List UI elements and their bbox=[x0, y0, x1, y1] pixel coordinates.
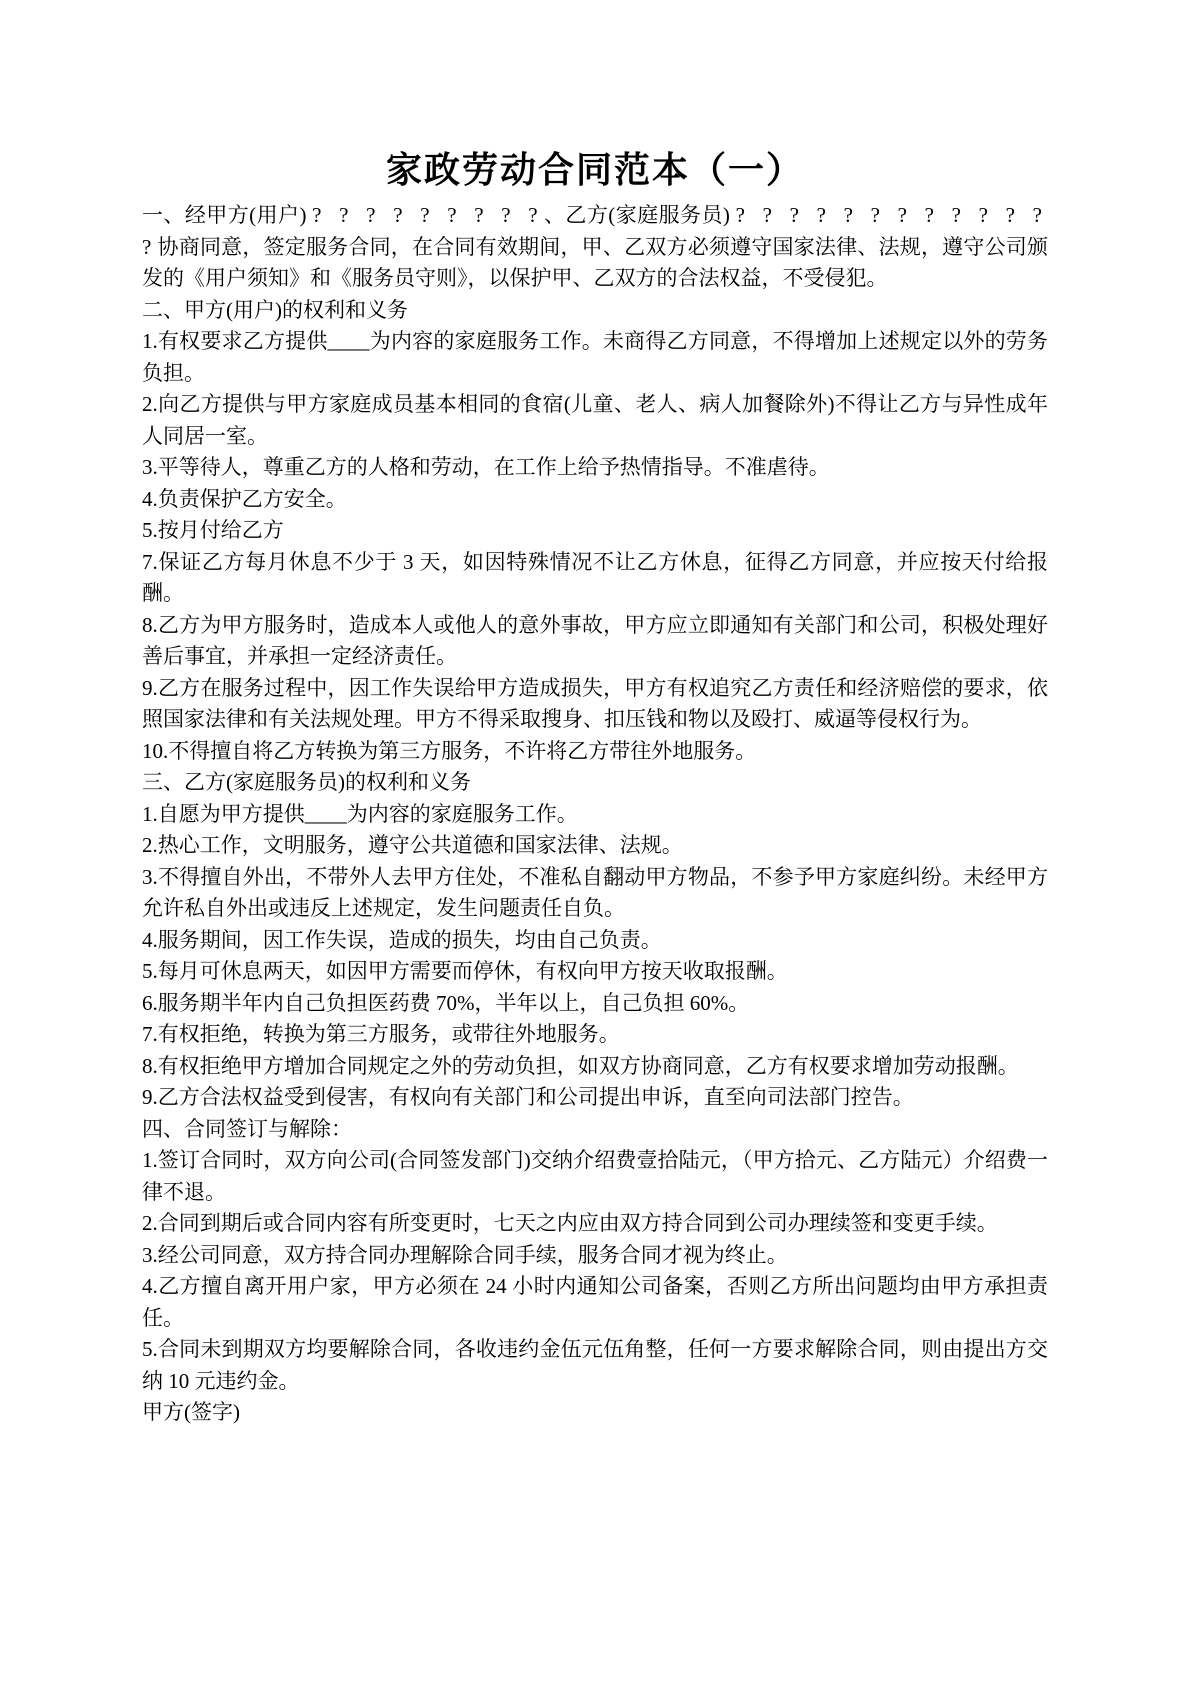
clause-b-5: 5.每月可休息两天，如因甲方需要而停休，有权向甲方按天收取报酬。 bbox=[142, 959, 788, 983]
party-a-name-placeholder: ? ? ? ? ? ? ? ? ? bbox=[312, 203, 544, 227]
party-a-signature-line: 甲方(签字) bbox=[142, 1400, 240, 1424]
clause-b-6: 6.服务期半年内自己负担医药费 70%，半年以上，自己负担 60%。 bbox=[142, 990, 750, 1015]
heading-party-b-rights: 三、乙方(家庭服务员)的权利和义务 bbox=[142, 770, 471, 794]
clause-a-10: 10.不得擅自将乙方转换为第三方服务，不许将乙方带往外地服务。 bbox=[142, 738, 757, 763]
clause-d-3: 3.经公司同意，双方持合同办理解除合同手续，服务合同才视为终止。 bbox=[142, 1242, 788, 1267]
clause-b-1: 1.自愿为甲方提供____为内容的家庭服务工作。 bbox=[142, 801, 578, 826]
clause-a-2: 2.向乙方提供与甲方家庭成员基本相同的食宿(儿童、老人、病人加餐除外)不得让乙方与异性成年人同居一室。 bbox=[142, 392, 1048, 448]
intro-suffix: 协商同意，签定服务合同，在合同有效期间，甲、乙双方必须遵守国家法律、法规，遵守公司颁发的《用户须知》和《服务员守则》，以保护甲、乙双方的合法权益，不受侵犯。 bbox=[142, 234, 1048, 290]
clause-d-5: 5.合同未到期双方均要解除合同，各收违约金伍元伍角整，任何一方要求解除合同，则由提出方交纳 10 元违约金。 bbox=[142, 1337, 1048, 1393]
clause-a-7: 7.保证乙方每月休息不少于 3 天，如因特殊情况不让乙方休息，征得乙方同意，并应按天付给报酬。 bbox=[142, 549, 1048, 605]
clause-b-9: 9.乙方合法权益受到侵害，有权向有关部门和公司提出申诉，直至向司法部门控告。 bbox=[142, 1085, 914, 1109]
party-b-name-placeholder: ? ? ? ? ? ? ? ? ? ? ? ? ? bbox=[142, 203, 1048, 259]
intro-clause bbox=[142, 200, 1048, 295]
clause-b-8: 8.有权拒绝甲方增加合同规定之外的劳动负担，如双方协商同意，乙方有权要求增加劳动报酬。 bbox=[142, 1053, 1019, 1078]
clause-a-8: 8.乙方为甲方服务时，造成本人或他人的意外事故，甲方应立即通知有关部门和公司，积极处理好善后事宜，并承担一定经济责任。 bbox=[142, 612, 1048, 668]
clause-a-4: 4.负责保护乙方安全。 bbox=[142, 486, 347, 511]
heading-party-a-rights: 二、甲方(用户)的权利和义务 bbox=[142, 297, 408, 322]
clause-d-1: 1.签订合同时，双方向公司(合同签发部门)交纳介绍费壹拾陆元，（甲方拾元、乙方陆元）介绍费一律不退。 bbox=[142, 1148, 1048, 1204]
document-title: 家政劳动合同范本（一） bbox=[385, 150, 804, 190]
clause-a-3: 3.平等待人，尊重乙方的人格和劳动，在工作上给予热情指导。不准虐待。 bbox=[142, 455, 830, 479]
clause-d-4: 4.乙方擅自离开用户家，甲方必须在 24 小时内通知公司备案，否则乙方所出问题均由甲方承担责任。 bbox=[142, 1274, 1048, 1330]
heading-signing-termination: 四、合同签订与解除： bbox=[142, 1116, 352, 1141]
clause-a-5: 5.按月付给乙方 bbox=[142, 518, 284, 542]
intro-prefix: 一、经甲方(用户) bbox=[142, 203, 313, 227]
clause-b-2: 2.热心工作，文明服务，遵守公共道德和国家法律、法规。 bbox=[142, 833, 683, 857]
clause-b-4: 4.服务期间，因工作失误，造成的损失，均由自己负责。 bbox=[142, 927, 662, 952]
clause-d-2: 2.合同到期后或合同内容有所变更时，七天之内应由双方持合同到公司办理续签和变更手续。 bbox=[142, 1211, 998, 1235]
clause-a-9: 9.乙方在服务过程中，因工作失误给甲方造成损失，甲方有权追究乙方责任和经济赔偿的要求，依照国家法律和有关法规处理。甲方不得采取搜身、扣压钱和物以及殴打、威逼等侵权行为。 bbox=[142, 675, 1048, 731]
clause-a-1: 1.有权要求乙方提供____为内容的家庭服务工作。未商得乙方同意，不得增加上述规定以外的劳务负担。 bbox=[142, 329, 1048, 385]
intro-mid: 、乙方(家庭服务员) bbox=[543, 203, 736, 227]
clause-b-3: 3.不得擅自外出，不带外人去甲方住处，不准私自翻动甲方物品，不参予甲方家庭纠纷。未经甲方允许私自外出或违反上述规定，发生问题责任自负。 bbox=[142, 864, 1048, 920]
clause-b-7: 7.有权拒绝，转换为第三方服务，或带往外地服务。 bbox=[142, 1022, 620, 1046]
